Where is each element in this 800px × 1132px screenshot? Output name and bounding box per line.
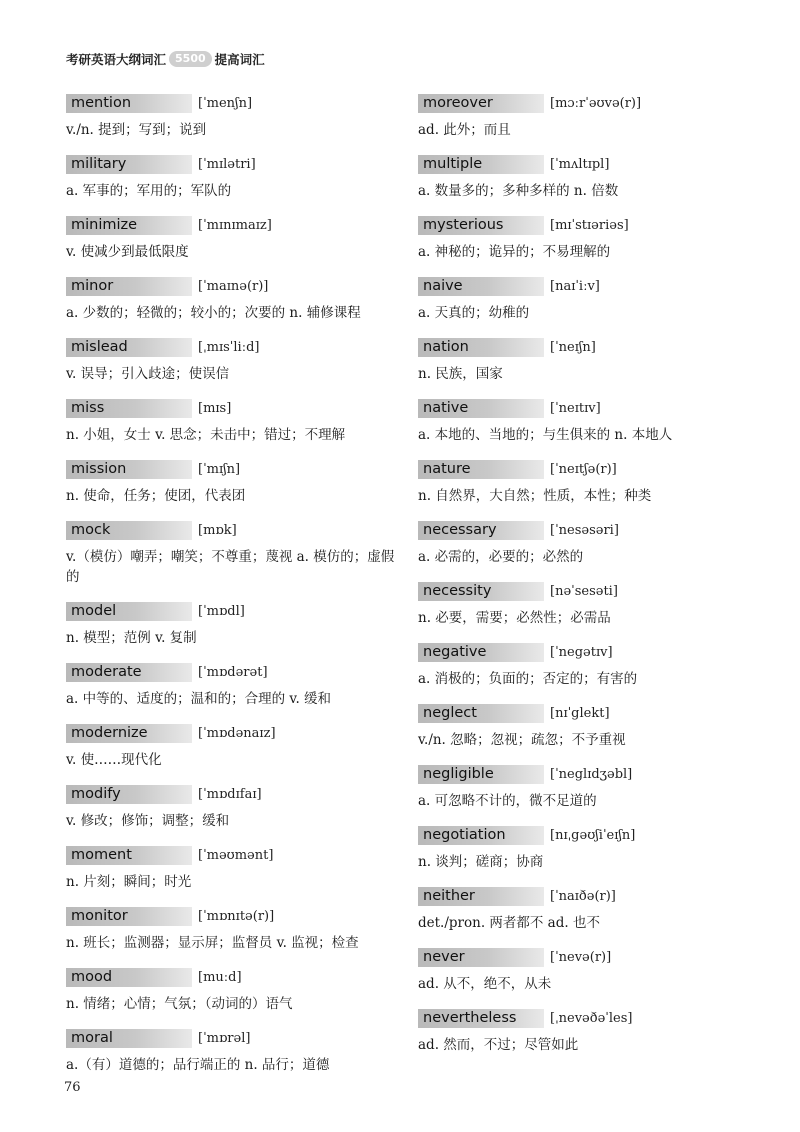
definition: n. 使命，任务；使团，代表团 — [66, 488, 246, 504]
headword: mention — [71, 95, 132, 111]
phonetic: [ˈnevə(r)] — [550, 950, 612, 965]
phonetic: [ˈmɪʃn] — [198, 462, 241, 477]
definition: ad. 从不，绝不，从未 — [418, 976, 552, 992]
vocab-entry — [418, 216, 748, 277]
word-highlight — [418, 399, 544, 418]
definition: a. 必需的，必要的；必然的 — [418, 549, 584, 565]
vocab-entry — [66, 216, 396, 277]
headword: negative — [423, 644, 487, 660]
word-highlight — [66, 216, 192, 235]
headword: nature — [423, 461, 471, 477]
phonetic: [ˈnegətɪv] — [550, 645, 613, 660]
vocab-entry — [66, 907, 396, 968]
vocab-entry — [418, 338, 748, 399]
definition: n. 情绪；心情；气氛；（动词的）语气 — [66, 996, 293, 1012]
phonetic: [ˈmaɪnə(r)] — [198, 279, 269, 294]
word-highlight — [418, 521, 544, 540]
word-highlight — [418, 277, 544, 296]
headword: neither — [423, 888, 475, 904]
word-highlight — [66, 521, 192, 540]
definition: v. 使……现代化 — [66, 752, 162, 768]
headword: modernize — [71, 725, 148, 741]
phonetic: [naɪˈiːv] — [550, 279, 600, 294]
word-highlight — [418, 94, 544, 113]
definition: v. 误导；引入歧途；使误信 — [66, 366, 230, 382]
headword: nation — [423, 339, 469, 355]
definition: v. 使减少到最低限度 — [66, 244, 189, 260]
vocab-entry — [418, 1009, 748, 1070]
headword: miss — [71, 400, 105, 416]
phonetic: [ˈmenʃn] — [198, 96, 253, 111]
phonetic: [nɪˈglekt] — [550, 706, 610, 721]
definition: a. 消极的；负面的；否定的；有害的 — [418, 671, 638, 687]
word-highlight — [418, 643, 544, 662]
phonetic: [ˈmɒdl] — [198, 604, 245, 619]
definition: n. 自然界，大自然；性质，本性；种类 — [418, 488, 652, 504]
phonetic: [ˈneɪtɪv] — [550, 401, 601, 416]
definition: n. 片刻；瞬间；时光 — [66, 874, 192, 890]
headword: necessity — [423, 583, 492, 599]
phonetic: [ˈmʌltɪpl] — [550, 157, 610, 172]
headword: neglect — [423, 705, 477, 721]
vocab-entry — [66, 785, 396, 846]
word-highlight — [66, 399, 192, 418]
word-highlight — [66, 155, 192, 174]
phonetic: [mɪˈstɪəriəs] — [550, 218, 629, 233]
vocab-entry — [66, 602, 396, 663]
word-highlight — [66, 602, 192, 621]
headword: mock — [71, 522, 111, 538]
phonetic: [ˈmɒrəl] — [198, 1031, 251, 1046]
vocab-entry — [66, 663, 396, 724]
word-highlight — [66, 277, 192, 296]
definition: ad. 然而，不过；尽管如此 — [418, 1037, 579, 1053]
phonetic: [ˌmɪsˈliːd] — [198, 340, 260, 355]
headword: military — [71, 156, 127, 172]
headword: mislead — [71, 339, 128, 355]
definition: v.（模仿）嘲弄；嘲笑；不尊重；蔑视 a. 模仿的；虚假的 — [66, 549, 395, 585]
phonetic: [ˈmɪlətri] — [198, 157, 256, 172]
definition: v. 修改；修饰；调整；缓和 — [66, 813, 230, 829]
headword: modify — [71, 786, 121, 802]
vocab-entry — [418, 94, 748, 155]
definition: n. 谈判；磋商；协商 — [418, 854, 544, 870]
phonetic: [ˈmɪnɪmaɪz] — [198, 218, 272, 233]
headword: native — [423, 400, 469, 416]
vocab-entry — [418, 399, 748, 460]
word-highlight — [66, 846, 192, 865]
definition: a. 少数的；轻微的；较小的；次要的 n. 辅修课程 — [66, 305, 361, 321]
definition: n. 小姐，女士 v. 思念；未击中；错过；不理解 — [66, 427, 346, 443]
vocab-entry — [418, 948, 748, 1009]
word-highlight — [66, 968, 192, 987]
word-highlight — [418, 155, 544, 174]
vocab-entry — [66, 1029, 396, 1090]
definition: n. 必要，需要；必然性；必需品 — [418, 610, 611, 626]
headword: mood — [71, 969, 113, 985]
vocab-entry — [66, 94, 396, 155]
phonetic: [ˈməʊmənt] — [198, 848, 274, 863]
headword: nevertheless — [423, 1010, 517, 1026]
vocab-entry — [66, 846, 396, 907]
phonetic: [ˈneglɪdʒəbl] — [550, 767, 633, 782]
vocab-entry — [66, 277, 396, 338]
word-highlight — [66, 1029, 192, 1048]
definition: a. 本地的、当地的；与生俱来的 n. 本地人 — [418, 427, 673, 443]
header-badge: 5500 — [169, 51, 212, 67]
definition: n. 班长；监测器；显示屏；监督员 v. 监视；检查 — [66, 935, 359, 951]
word-highlight — [418, 948, 544, 967]
header-title: 考研英语大纲词汇 — [66, 52, 167, 67]
header-subtitle: 提高词汇 — [214, 52, 265, 67]
vocab-entry — [66, 968, 396, 1029]
vocab-entry — [66, 460, 396, 521]
word-highlight — [66, 338, 192, 357]
headword: minor — [71, 278, 114, 294]
definition: a. 天真的；幼稚的 — [418, 305, 530, 321]
phonetic: [ˈmɒdɪfaɪ] — [198, 787, 262, 802]
phonetic: [muːd] — [198, 970, 242, 985]
word-highlight — [418, 1009, 544, 1028]
word-highlight — [66, 94, 192, 113]
word-highlight — [418, 826, 544, 845]
headword: minimize — [71, 217, 138, 233]
vocab-entry — [418, 521, 748, 582]
phonetic: [ˈneɪʃn] — [550, 340, 596, 355]
phonetic: [ˈmɒdərət] — [198, 665, 268, 680]
headword: moral — [71, 1030, 113, 1046]
definition: ad. 此外；而且 — [418, 122, 511, 138]
definition: a. 数量多的；多种多样的 n. 倍数 — [418, 183, 619, 199]
word-highlight — [66, 663, 192, 682]
headword: negotiation — [423, 827, 506, 843]
word-highlight — [418, 887, 544, 906]
vocab-entry — [418, 643, 748, 704]
headword: never — [423, 949, 465, 965]
phonetic: [ˈneɪtʃə(r)] — [550, 462, 617, 477]
headword: monitor — [71, 908, 128, 924]
headword: model — [71, 603, 117, 619]
headword: necessary — [423, 522, 497, 538]
vocab-entry — [418, 826, 748, 887]
definition: a. 中等的、适度的；温和的；合理的 v. 缓和 — [66, 691, 332, 707]
vocab-entry — [66, 724, 396, 785]
page-number: 76 — [64, 1080, 81, 1095]
word-highlight — [418, 460, 544, 479]
vocab-entry — [66, 338, 396, 399]
vocab-entry — [418, 277, 748, 338]
word-highlight — [66, 724, 192, 743]
vocab-entry — [66, 155, 396, 216]
word-highlight — [418, 216, 544, 235]
definition: v./n. 提到；写到；说到 — [66, 122, 207, 138]
headword: multiple — [423, 156, 483, 172]
vocab-entry — [418, 765, 748, 826]
headword: mission — [71, 461, 127, 477]
phonetic: [ˈmɒnɪtə(r)] — [198, 909, 275, 924]
word-highlight — [418, 765, 544, 784]
headword: naive — [423, 278, 463, 294]
phonetic: [mɪs] — [198, 401, 232, 416]
phonetic: [ˈnaɪðə(r)] — [550, 889, 616, 904]
left-column — [66, 94, 396, 1090]
vocab-entry — [66, 521, 396, 602]
phonetic: [nɪˌgəʊʃiˈeɪʃn] — [550, 828, 636, 843]
right-column — [418, 94, 748, 1070]
vocab-entry — [418, 704, 748, 765]
definition: n. 模型；范例 v. 复制 — [66, 630, 197, 646]
word-highlight — [418, 338, 544, 357]
phonetic: [mɒk] — [198, 523, 237, 538]
word-highlight — [418, 704, 544, 723]
headword: negligible — [423, 766, 494, 782]
word-highlight — [66, 907, 192, 926]
phonetic: [mɔːrˈəʊvə(r)] — [550, 96, 642, 111]
definition: a.（有）道德的；品行端正的 n. 品行；道德 — [66, 1057, 330, 1073]
vocab-entry — [418, 155, 748, 216]
definition: n. 民族，国家 — [418, 366, 503, 382]
running-header — [66, 50, 265, 68]
headword: moment — [71, 847, 132, 863]
vocab-entry — [418, 582, 748, 643]
vocab-entry — [418, 460, 748, 521]
phonetic: [ˈmɒdənaɪz] — [198, 726, 276, 741]
word-highlight — [66, 785, 192, 804]
definition: v./n. 忽略；忽视；疏忽；不予重视 — [418, 732, 626, 748]
definition: a. 军事的；军用的；军队的 — [66, 183, 232, 199]
phonetic: [nəˈsesəti] — [550, 584, 618, 599]
headword: moderate — [71, 664, 142, 680]
definition: det./pron. 两者都不 ad. 也不 — [418, 915, 600, 931]
word-highlight — [418, 582, 544, 601]
word-highlight — [66, 460, 192, 479]
definition: a. 神秘的；诡异的；不易理解的 — [418, 244, 611, 260]
headword: moreover — [423, 95, 493, 111]
vocab-entry — [66, 399, 396, 460]
vocab-entry — [418, 887, 748, 948]
phonetic: [ˌnevəðəˈles] — [550, 1011, 633, 1026]
definition: a. 可忽略不计的，微不足道的 — [418, 793, 597, 809]
headword: mysterious — [423, 217, 504, 233]
phonetic: [ˈnesəsəri] — [550, 523, 619, 538]
